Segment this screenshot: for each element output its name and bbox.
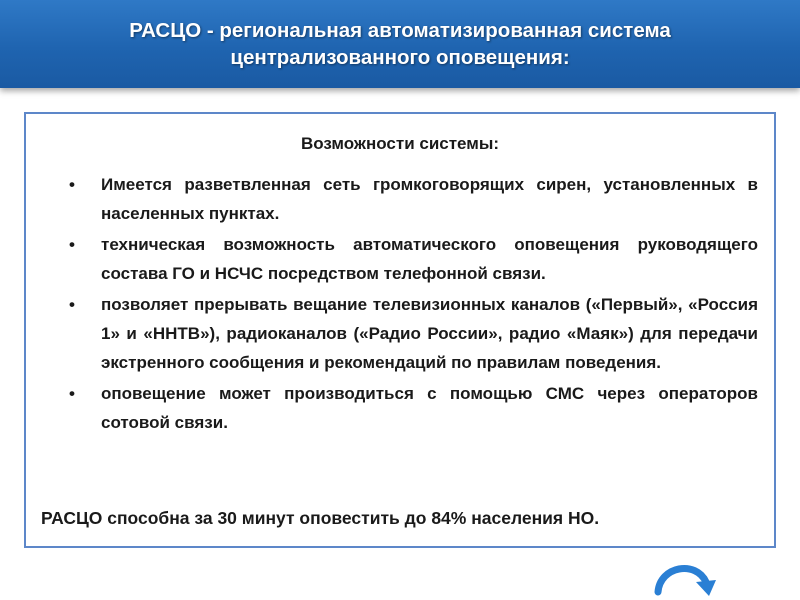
list-item-text: техническая возможность автоматического оповещения руководящего состава ГО и НСЧС посредством телефонной связи. xyxy=(101,235,758,283)
list-item xyxy=(66,290,758,377)
list-item-text: Имеется разветвленная сеть громкоговорящих сирен, установленных в населенных пунктах. xyxy=(101,175,758,223)
list-item xyxy=(66,379,758,437)
list-item-text: позволяет прерывать вещание телевизионных каналов («Первый», «Россия 1» и «ННТВ»), радиоканалов («Радио России», радио «Маяк») для передачи экстренного сообщения и рекомендаций по правилам поведения. xyxy=(101,295,758,372)
list-item xyxy=(66,170,758,228)
bullet-marker: • xyxy=(69,295,75,314)
page-title: РАСЦО - региональная автоматизированная система централизованного оповещения: xyxy=(129,19,671,69)
content-panel xyxy=(24,112,776,548)
bullet-marker: • xyxy=(69,384,75,403)
list-item-text: оповещение может производиться с помощью СМС через операторов сотовой связи. xyxy=(101,384,758,432)
bullet-marker: • xyxy=(69,235,75,254)
bullet-marker: • xyxy=(69,175,75,194)
panel-heading: Возможности системы: xyxy=(300,134,500,153)
summary-text: РАСЦО способна за 30 минут оповестить до 84% населения НО. xyxy=(41,508,600,528)
title-banner xyxy=(0,0,800,88)
capabilities-list xyxy=(66,170,758,439)
curved-arrow-right-icon[interactable] xyxy=(652,556,718,596)
arrow-arc xyxy=(658,569,706,592)
arrow-head xyxy=(696,580,716,596)
list-item xyxy=(66,230,758,288)
